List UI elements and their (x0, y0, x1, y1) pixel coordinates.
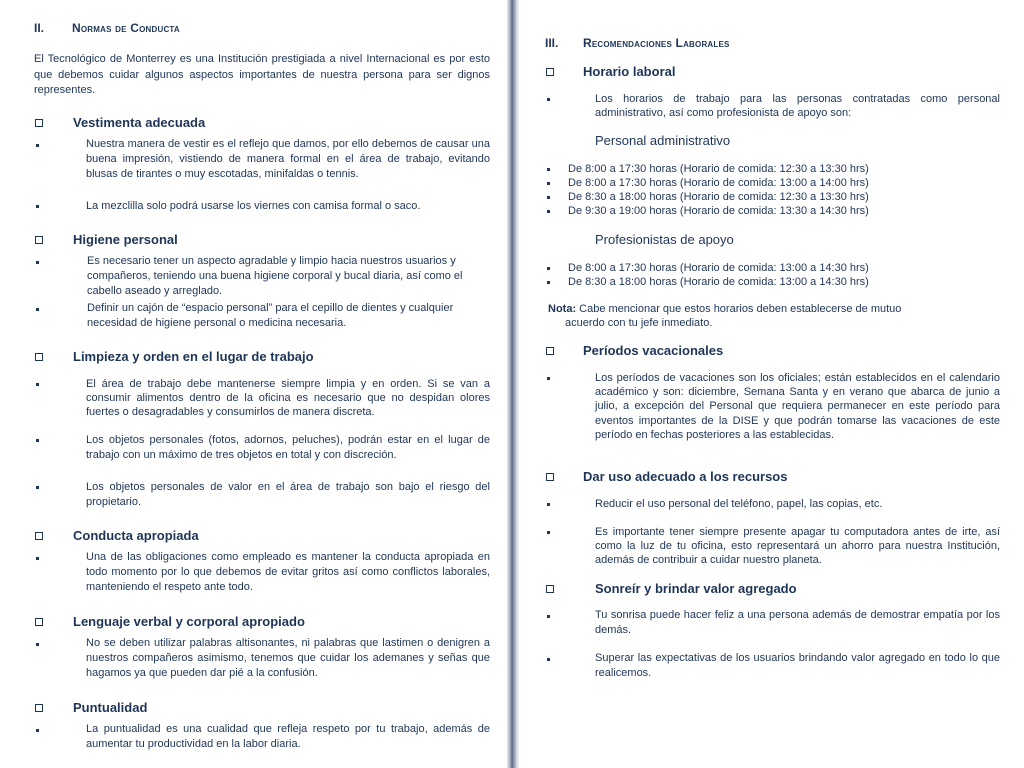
list-item: Los períodos de vacaciones son los oficiales; están establecidos en el calendario académico y son: diciembre, Semana Santa y en verano que abarca de junio a julio, a excepción del Personal que requiera permanecer en este período para eventos importantes de la DISE y que podrán tomarse las vacaciones de este período en fechas posteriores a las establecidas. (595, 372, 1000, 441)
topic-lenguaje: Lenguaje verbal y corporal apropiado (73, 614, 305, 629)
topic-sonreir: Sonreír y brindar valor agregado (595, 581, 797, 596)
list-item: Es importante tener siempre presente apagar tu computadora antes de irte, así como la luz de tu oficina, esto representará un ahorro para nuestra Institución, además de contribuir a cuidar nuestro planeta. (595, 526, 1000, 567)
schedule-item: De 8:30 a 18:00 horas (Horario de comida: 12:30 a 13:30 hrs) (568, 191, 869, 203)
list-item: La mezclilla solo podrá usarse los viernes con camisa formal o saco. (86, 200, 421, 212)
schedule-item: De 8:00 a 17:30 horas (Horario de comida: 13:00 a 14:30 hrs) (568, 262, 869, 274)
bullet-icon (547, 377, 550, 380)
checkbox-bullet-icon (35, 353, 43, 361)
list-item: Nuestra manera de vestir es el reflejo que damos, por ello debemos de causar una buena impresión, vistiendo de manera formal en el área de trabajo, evitando blusas de tirantes o muy escotadas, minifaldas o tennis. (86, 138, 490, 181)
topic-horario: Horario laboral (583, 64, 676, 79)
topic-vestimenta: Vestimenta adecuada (73, 115, 206, 130)
bullet-icon (36, 144, 39, 147)
bullet-icon (36, 486, 39, 489)
list-item: La puntualidad es una cualidad que refleja respeto por tu trabajo, además de aumentar tu productividad en la labor diaria. (86, 723, 490, 751)
list-item: Los objetos personales de valor en el área de trabajo son bajo el riesgo del propietario. (86, 481, 490, 509)
list-item: Tu sonrisa puede hacer feliz a una persona además de demostrar empatía por los demás. (595, 609, 1000, 637)
checkbox-bullet-icon (546, 585, 554, 593)
list-item: Los objetos personales (fotos, adornos, peluches), podrán estar en el lugar de trabajo con un máximo de tres objetos en total y con discreción. (86, 434, 490, 462)
bullet-icon (36, 439, 39, 442)
checkbox-bullet-icon (35, 618, 43, 626)
bullet-icon (547, 98, 550, 101)
bullet-icon (36, 383, 39, 386)
schedule-item: De 8:30 a 18:00 horas (Horario de comida: 13:00 a 14:30 hrs) (568, 276, 869, 288)
bullet-icon (36, 729, 39, 732)
topic-recursos: Dar uso adecuado a los recursos (583, 469, 788, 484)
note-line-2: acuerdo con tu jefe inmediato. (565, 317, 713, 329)
topic-vacaciones: Períodos vacacionales (583, 343, 724, 358)
checkbox-bullet-icon (546, 68, 554, 76)
list-item: Una de las obligaciones como empleado es mantener la conducta apropiada en todo momento por lo que debemos de evitar gritos así como conflictos laborales, manteniendo el respeto ante todo. (86, 551, 490, 594)
bullet-icon (36, 261, 39, 264)
column-divider (507, 0, 519, 768)
schedule-item: De 9:30 a 19:00 horas (Horario de comida: 13:30 a 14:30 hrs) (568, 205, 869, 217)
list-item: Los horarios de trabajo para las personas contratadas como personal administrativo, así como profesionista de apoyo son: (595, 93, 1000, 119)
schedule-item: De 8:00 a 17:30 horas (Horario de comida: 12:30 a 13:30 hrs) (568, 163, 869, 175)
topic-higiene: Higiene personal (73, 232, 178, 247)
checkbox-bullet-icon (35, 119, 43, 127)
bullet-icon (547, 658, 550, 661)
bullet-icon (547, 267, 550, 270)
topic-limpieza: Limpieza y orden en el lugar de trabajo (73, 349, 314, 364)
bullet-icon (547, 503, 550, 506)
bullet-icon (547, 281, 550, 284)
list-item: El área de trabajo debe mantenerse siempre limpia y en orden. Si se van a consumir alimentos dentro de la oficina es necesario que no despidan olores fuertes o desagradables y consumirlos de manera discreta. (86, 378, 490, 419)
topic-conducta: Conducta apropiada (73, 528, 199, 543)
topic-puntualidad: Puntualidad (73, 700, 148, 715)
note-label: Nota: (548, 303, 577, 315)
subheading-profesionistas: Profesionistas de apoyo (595, 232, 734, 247)
intro-paragraph: El Tecnológico de Monterrey es una Institución prestigiada a nivel Internacional es por esto que debemos cuidar algunos aspectos importantes de nuestra persona para ser dignos represente​s. (34, 53, 490, 96)
section-number: II. (34, 21, 45, 35)
schedule-item: De 8:00 a 17:30 horas (Horario de comida: 13:00 a 14:00 hrs) (568, 177, 869, 189)
section-heading-recomendaciones (545, 36, 730, 50)
bullet-icon (547, 182, 550, 185)
bullet-icon (547, 168, 550, 171)
section-number: III. (545, 36, 559, 50)
section-title: Normas de Conducta (72, 21, 180, 35)
checkbox-bullet-icon (35, 532, 43, 540)
list-item: Superar las expectativas de los usuarios brindando valor agregado en todo lo que realicemos. (595, 652, 1000, 680)
section-heading-normas (34, 21, 180, 35)
note-line (548, 302, 901, 316)
bullet-icon (36, 205, 39, 208)
bullet-icon (547, 196, 550, 199)
list-item: No se deben utilizar palabras altisonantes, ni palabras que lastimen o denigren a nuestros compañeros asimismo, tenemos que cuidar los ademanes y señas que hagamos ya que pueden dar pié a la confusión. (86, 637, 490, 680)
bullet-icon (36, 308, 39, 311)
checkbox-bullet-icon (546, 473, 554, 481)
checkbox-bullet-icon (35, 704, 43, 712)
list-item: Reducir el uso personal del teléfono, papel, las copias, etc. (595, 498, 883, 510)
checkbox-bullet-icon (546, 347, 554, 355)
list-item: Es necesario tener un aspecto agradable y limpio hacia nuestros usuarios y compañeros, teniendo una buena higiene corporal y bucal diaria, así como el cabello aseado y arreglado. (87, 255, 463, 298)
list-item: Definir un cajón de “espacio personal” para el cepillo de dientes y cualquier necesidad de higiene personal o medicina necesaria. (87, 302, 454, 330)
note-text: Cabe mencionar que estos horarios deben establecerse de mutuo (576, 303, 902, 315)
bullet-icon (36, 557, 39, 560)
checkbox-bullet-icon (35, 236, 43, 244)
bullet-icon (36, 643, 39, 646)
bullet-icon (547, 531, 550, 534)
section-title: Recomendaciones Laborales (583, 36, 730, 50)
bullet-icon (547, 615, 550, 618)
subheading-admin: Personal administrativo (595, 133, 731, 148)
bullet-icon (547, 210, 550, 213)
